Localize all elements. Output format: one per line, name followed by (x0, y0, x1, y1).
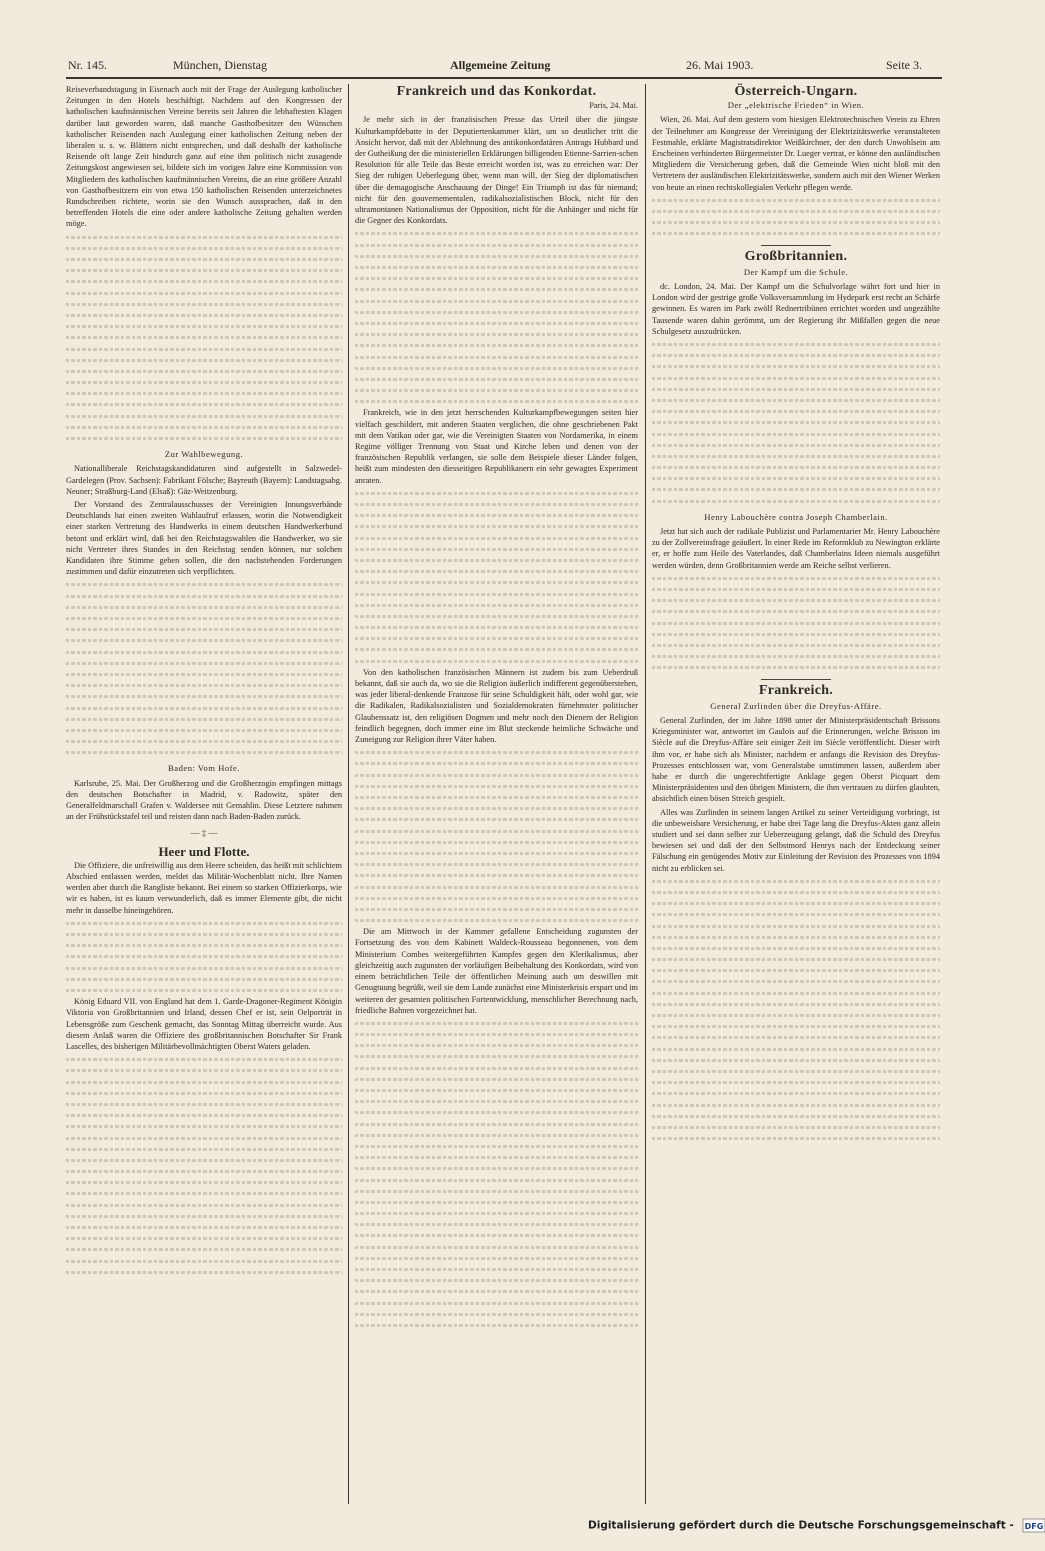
article-text: Von den katholischen französischen Männern ist zudem bis zum Ueberdruß bekannt, daß sie auch da, wo sie die Religion äußerlich indifferent gegenüberstehen, was jeder liberal-denkende Franzose für seine Schuldigkeit hält, oder wohl gar, wie die Radikalen, Radikalsozialisten und Sozialdemokraten fürnehmster politischer Glaubenssatz ist, den religiösen Dogmen und mehr noch den Dienern der Religion feindlich begegnen, doch immer eine im Blut steckende heimliche Schwäche und Zuneigung zur Religion ihrer Väter haben. (355, 667, 638, 745)
column-rule-2 (645, 84, 646, 1504)
section-heading: Heer und Flotte. (158, 843, 250, 859)
section-heading: Zur Wahlbewegung. (164, 449, 244, 460)
column-2 (355, 84, 638, 1504)
article-text: Die Offiziere, die unfreiwillig aus dem Heere scheiden, das heißt mit schlichtem Abschied entlassen werden, meldet das Militär-Wochenblatt nicht. Ihre Namen werden aber durch die Rangliste bekannt. Bei einem so starken Offizierkorps, wie wir es haben, ist es kaum verwunderlich, daß es immer Elemente gibt, die nicht mehr in dasselbe hineingehören. (66, 860, 342, 915)
short-divider (761, 245, 831, 246)
article-text: Der Vorstand des Zentralausschusses der Vereinigten Innungsverbände Deutschlands hat einen zweiten Wahlaufruf erlassen, worin die Notwendigkeit einer starken Vertretung des Handwerks in einem deutschen Handwerkerbund betont und erklärt wird, daß bei den Reichstagswahlen die Handwerker, wo sie nicht Vertreter ihres Standes in den Reichstag senden können, nur solchen Kandidaten ihre Stimme geben sollen, die den nachstehenden Forderungen zustimmen und dafür einzutreten sich verpflichten. (66, 500, 342, 577)
article-text: Je mehr sich in der französischen Presse das Urteil über die jüngste Kulturkampfdebatte in der Deputiertenkammer klärt, um so deutlicher tritt die Ansicht hervor, daß mit der Ablehnung des antikonkordatären Antrags Hubbard und der Gutheißung der die ministeriellen Erklärungen billigenden Etienne-Sarrien-schen Resolution für alle Teile das Beste erreicht worden ist, was zu erreichen war: Der Sieg der ruhigen Ueberlegung über, wenn man will, der Sieg der diplomatischen über die demagogische Anschauung der Dinge! Ein Triumph ist das für niemand; nicht für den gouvernementalen, radikalsozialistischen Block, nicht für den ultramontanen Nationalismus der Opposition, nicht für die Anhänger und nicht für die Gegner des Konkordats. (355, 115, 638, 226)
digitization-footer (588, 1519, 1044, 1533)
article-text: dc. London, 24. Mai. Der Kampf um die Schulvorlage währt fort und hier in London wird der gestrige große Volksversammlung im Hydepark erst recht an Schärfe gewinnen. Es waren im Park zwölf Rednertribünen errichtet worden und ungezählte Tausende waren dahin gerömmt, um der Regierung ihr Mißfallen gegen die neue Schulgesetz auszudrücken. (652, 281, 940, 336)
article-subheading: Der Kampf um die Schule. (743, 266, 849, 277)
article-text: Die am Mittwoch in der Kammer gefallene Entscheidung zugunsten der Fortsetzung des von dem Kabinett Waldeck-Rousseau begonnenen, von dem Ministerium Combes weitergeführten Kampfes gegen den Klerikalismus, aber gleichzeitig auch zugunsten der vorläufigen Beibehaltung des Konkordats, wird von einem beträchtlichen Teile der öffentlichen Meinung auch um deswillen mit Genugtuung begrüßt, weil sie dem Lande zunächst eine Ministerkrisis erspart und im weiteren der gesamten politischen Fortentwicklung, menschlicher Berechnung nach, friedliche Bahnen vorgezeichnet hat. (355, 927, 638, 1015)
newspaper-title: Allgemeine Zeitung (450, 58, 551, 72)
header-rule (66, 77, 942, 79)
article-subheading: Der „elektrische Frieden“ in Wien. (727, 100, 865, 111)
article-text: Reiseverbandstagung in Eisenach auch mit der Frage der Auslegung katholischer Zeitungen in den Hotels beschäftigt. Nachdem auf den Kongressen der katholischen kaufmännischen Vereine bereits seit Jahren die lebhaftesten Klagen darüber laut geworden waren, daß manche Gasthofbesitzer den Wünschen katholischer Reisenden nach Auslegung einer katholischen Zeitung neben der liberalen u. s. w. Blättern nicht entsprechen, und daß deshalb der katholische Reisende oft lange Zeit hindurch ganz auf eine ihm politisch nicht zusagende Zeitungskost angewiesen sei, bildete sich im vorigen Jahre eine Kommission von Mitgliedern des katholischen kaufmännischen Vereins, die an eine größere Anzahl von Gasthofbesitzern ein von etwa 150 katholischen Reisenden unterzeichnetes Rundschreiben richtete, worin sie den Wunsch aussprachen, daß in den betreffenden Hotels die eine oder andere katholische Zeitung gehalten werden möge. (66, 85, 342, 229)
article-text: Alles was Zurlinden in seinem langen Artikel zu seiner Verteidigung vorbringt, ist die unbeweisbare Versicherung, er habe drei Tage lang die Dreyfus-Akten ganz allein studiert und sei dann selber zur Ueberzeugung gelangt, daß die Schuld des Dreyfus bewiesen sei und daß der den Selbstmord Henrys nach der Entdeckung seiner Fälschung ein genügendes Motiv zur Einleitung der Revision des Prozesses von 1894 nicht zu erblicken sei. (652, 807, 940, 873)
article-subheading: General Zurlinden über die Dreyfus-Affäre. (710, 700, 882, 711)
running-header (68, 58, 940, 76)
place-day: München, Dienstag (173, 58, 267, 72)
article-subheading: Henry Labouchère contra Joseph Chamberlain. (704, 511, 888, 522)
section-headline: Frankreich. (758, 682, 834, 698)
section-headline: Großbritannien. (744, 248, 848, 264)
article-text: Nationalliberale Reichstagskandidaturen sind aufgestellt in Salzwedel-Gardelegen (Prov. Sachsen): Fabrikant Fölsche; Bayreuth (Bayern): Landstagsabg. Neuner; Straßburg-Land (Elsaß): Gäz-Weitzenburg. (66, 464, 342, 496)
dfg-logo-text: DFG (1025, 1522, 1044, 1531)
dfg-logo-icon (1023, 1519, 1045, 1532)
article-text: Wien, 26. Mai. Auf dem gestern vom hiesigen Elektrotechnischen Verein zu Ehren der Teilnehmer am Kongresse der Vereinigung der Elektrizitätswerke veranstalteten Festmahle, erklärte Magistratsdirektor Weißkirchner, der den durch Unwohlsein am Erscheinen verhinderten Bürgermeister Dr. Lueger vertrat, er könne den ausländischen Mitgliedern die Versicherung geben, daß die Gemeinde Wien nicht bloß mit den Vertretern der ausländischen Elektrizitätswerke, sondern auch mit den Wiener Werken von heute an einen rechtskollegialen Verkehr pflegen werde. (652, 115, 940, 192)
column-1 (66, 84, 342, 1504)
article-text: König Eduard VII. von England hat dem 1. Garde-Dragoner-Regiment Königin Viktoria von Großbritannien und Irland, dessen Chef er ist, sein Oelporträt in Lebensgröße zum Geschenk gemacht, das Sonntag Mittag überreicht wurde. Aus diesem Anlaß waren die Offiziere des großbritannischen Botschafter Sir Frank Lascelles, des bisherigen Militärbevollmächtigten Oberst Waters geladen. (66, 997, 342, 1051)
article-text: Karlsruhe, 25. Mai. Der Großherzog und die Großherzogin empfingen mittags den deutschen Botschafter in Madrid, v. Radowitz, später den Generalfeldmarschall Grafen v. Waldersee mit Gemahlin. Diese Letztere nahmen an der Frühstückstafel teil und reisten dann nach Baden-Baden zurück. (66, 778, 342, 822)
dateline: Paris, 24. Mai. (589, 101, 638, 111)
divider-ornament-icon: — ‡ — (190, 828, 218, 839)
section-headline: Österreich-Ungarn. (734, 84, 858, 99)
section-heading: Baden: Vom Hofe. (168, 763, 240, 774)
column-3 (652, 84, 940, 1504)
page-number: Seite 3. (886, 58, 922, 72)
issue-number: Nr. 145. (68, 58, 107, 72)
column-rule-1 (348, 84, 349, 1504)
short-divider (761, 679, 831, 680)
article-text: Jetzt hat sich auch der radikale Publizist und Parlamentarier Mr. Henry Labouchère zu der Zollvereinsfrage geäußert. In einer Rede im Reformklub zu Newington erklärte er, er hoffe zum Heile des Vaterlandes, daß Chamberlains Ideen niemals ausgeführt werden würden, denn Großbritannien werde am Reiche selbst verlieren. (652, 527, 940, 570)
article-text: General Zurlinden, der im Jahre 1898 unter der Ministerpräsidentschaft Brissons Kriegsminister war, antwortet im Gaulois auf die Erinnerungen, welche Brisson im Siècle auf die Dreyfus-Affäre seit einiger Zeit im Siècle veröffentlicht. Dieser wirft ihm vor, er habe sich als Minister, nachdem er anfangs die Revision des Dreyfus-Prozesses entschlossen war, vom Generalstabe umstimmen lassen, außerdem aber habe er durch die ungerechtfertigte Anklage gegen Oberst Picquart dem Ministerpräsidenten und den übrigen Ministern, die ihm vertrauen zu dürfen glaubten, absichtlich einen bösen Streich gespielt. (652, 715, 940, 804)
issue-date: 26. Mai 1903. (686, 58, 754, 72)
article-headline: Frankreich und das Konkordat. (396, 84, 597, 99)
footer-text: Digitalisierung gefördert durch die Deutsche Forschungsgemeinschaft - (588, 1519, 1014, 1532)
article-text: Frankreich, wie in den jetzt herrschenden Kulturkampfbewegungen seiten hier vielfach geschildert, mit anderen Staaten verglichen, die ohne geschriebenen Pakt mit dem Vatikan oder gar, wie die Vereinigten Staaten von Nordamerika, in einem Regime völliger Trennung von Staat und Kirche leben und denen von der französischen Republik verlangen, sie solle dem Beispiele dieser Länder folgen, heißt zum mindesten den diesseitigen Republikanern ein sehr gewagtes Experiment anraten. (355, 408, 638, 485)
